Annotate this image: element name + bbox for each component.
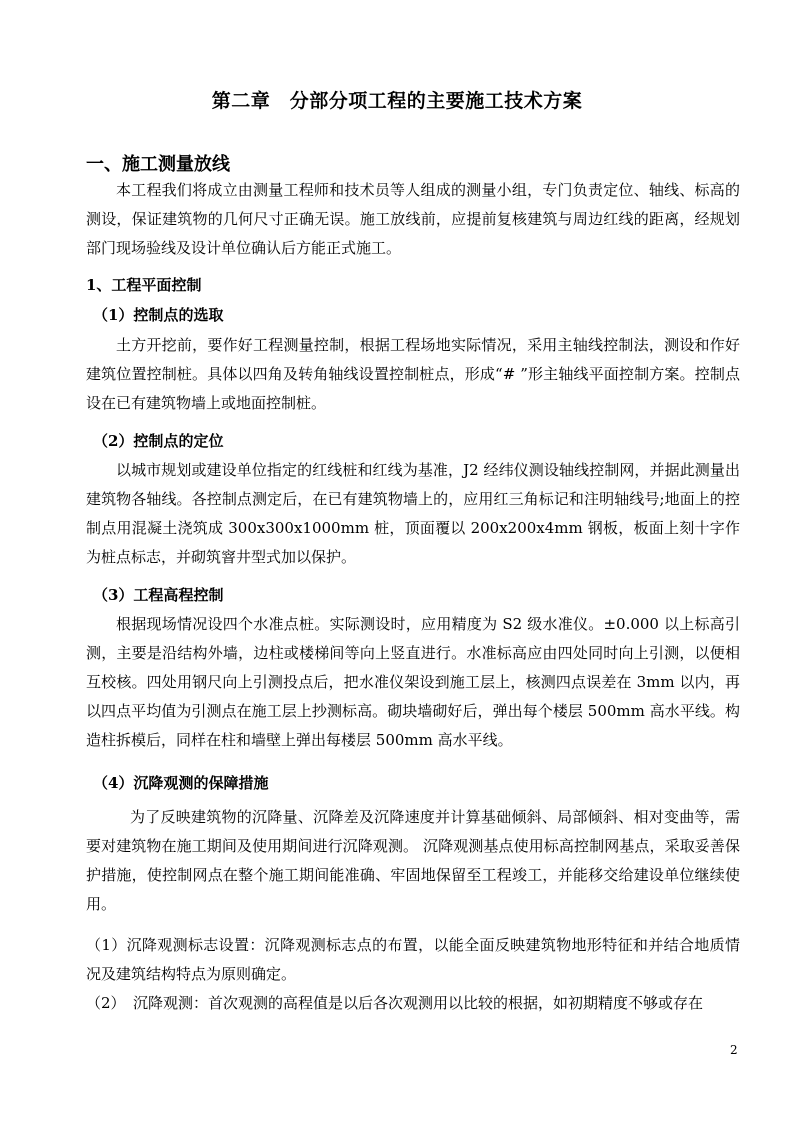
item3-heading: （3）工程高程控制 (93, 586, 224, 604)
item4-sub1-paragraph: （1）沉降观测标志设置：沉降观测标志点的布置，以能全面反映建筑物地形特征和并结合地质情况及建筑结构特点为原则确定。 (86, 936, 740, 983)
item4-paragraph: 为了反映建筑物的沉降量、沉降差及沉降速度并计算基础倾斜、局部倾斜、相对变曲等，需要对建筑物在施工期间及使用期间进行沉降观测。 沉降观测基点使用标高控制网基点，采取妥善保护措施，使控制网点在整个施工期间能准确、牢固地保留至工程竣工，并能移交给建设单位继续使用。 (86, 808, 740, 913)
item1-heading: （1）控制点的选取 (93, 306, 224, 324)
chapter-title: 第二章 分部分项工程的主要施工技术方案 (211, 90, 583, 112)
item4-heading: （4）沉降观测的保障措施 (93, 774, 269, 792)
item3-paragraph: 根据现场情况设四个水准点桩。实际测设时，应用精度为 S2 级水准仪。±0.000 以上标高引测，主要是沿结构外墙，边柱或楼梯间等向上竖直进行。水准标高应由四处同时向上引测，以便相互校核。四处用钢尺向上引测投点后，把水准仪架设到施工层上，核测四点误差在 3mm 以内，再以四点平均值为引测点在施工层上抄测标高。砌块墙砌好后，弹出每个楼层 500mm 高水平线。构造柱拆模后，同样在柱和墙壁上弹出每楼层 500mm 高水平线。 (86, 615, 740, 749)
item4-sub2-paragraph: （2） 沉降观测：首次观测的高程值是以后各次观测用以比较的根据，如初期精度不够或存在 (86, 994, 704, 1012)
item2-paragraph: 以城市规划或建设单位指定的红线桩和红线为基准，J2 经纬仪测设轴线控制网，并据此测量出建筑物各轴线。各控制点测定后，在已有建筑物墙上的，应用红三角标记和注明轴线号;地面上的控制点用混凝土浇筑成 300x300x1000mm 桩，顶面覆以 200x200x4mm 钢板，板面上刻十字作为桩点标志，并砌筑窨井型式加以保护。 (86, 461, 740, 566)
item1-paragraph: 土方开挖前，要作好工程测量控制，根据工程场地实际情况，采用主轴线控制法，测设和作好建筑位置控制桩。具体以四角及转角轴线设置控制桩点，形成“# ”形主轴线平面控制方案。控制点设在已有建筑物墙上或地面控制桩。 (86, 336, 740, 412)
page-number: 2 (730, 1043, 738, 1057)
item2-heading: （2）控制点的定位 (93, 432, 224, 450)
section-heading: 一、施工测量放线 (86, 154, 230, 175)
intro-paragraph: 本工程我们将成立由测量工程师和技术员等人组成的测量小组，专门负责定位、轴线、标高的测设，保证建筑物的几何尺寸正确无误。施工放线前，应提前复核建筑与周边红线的距离，经规划部门现场验线及设计单位确认后方能正式施工。 (86, 181, 740, 257)
subsection-heading: 1、工程平面控制 (86, 276, 202, 294)
